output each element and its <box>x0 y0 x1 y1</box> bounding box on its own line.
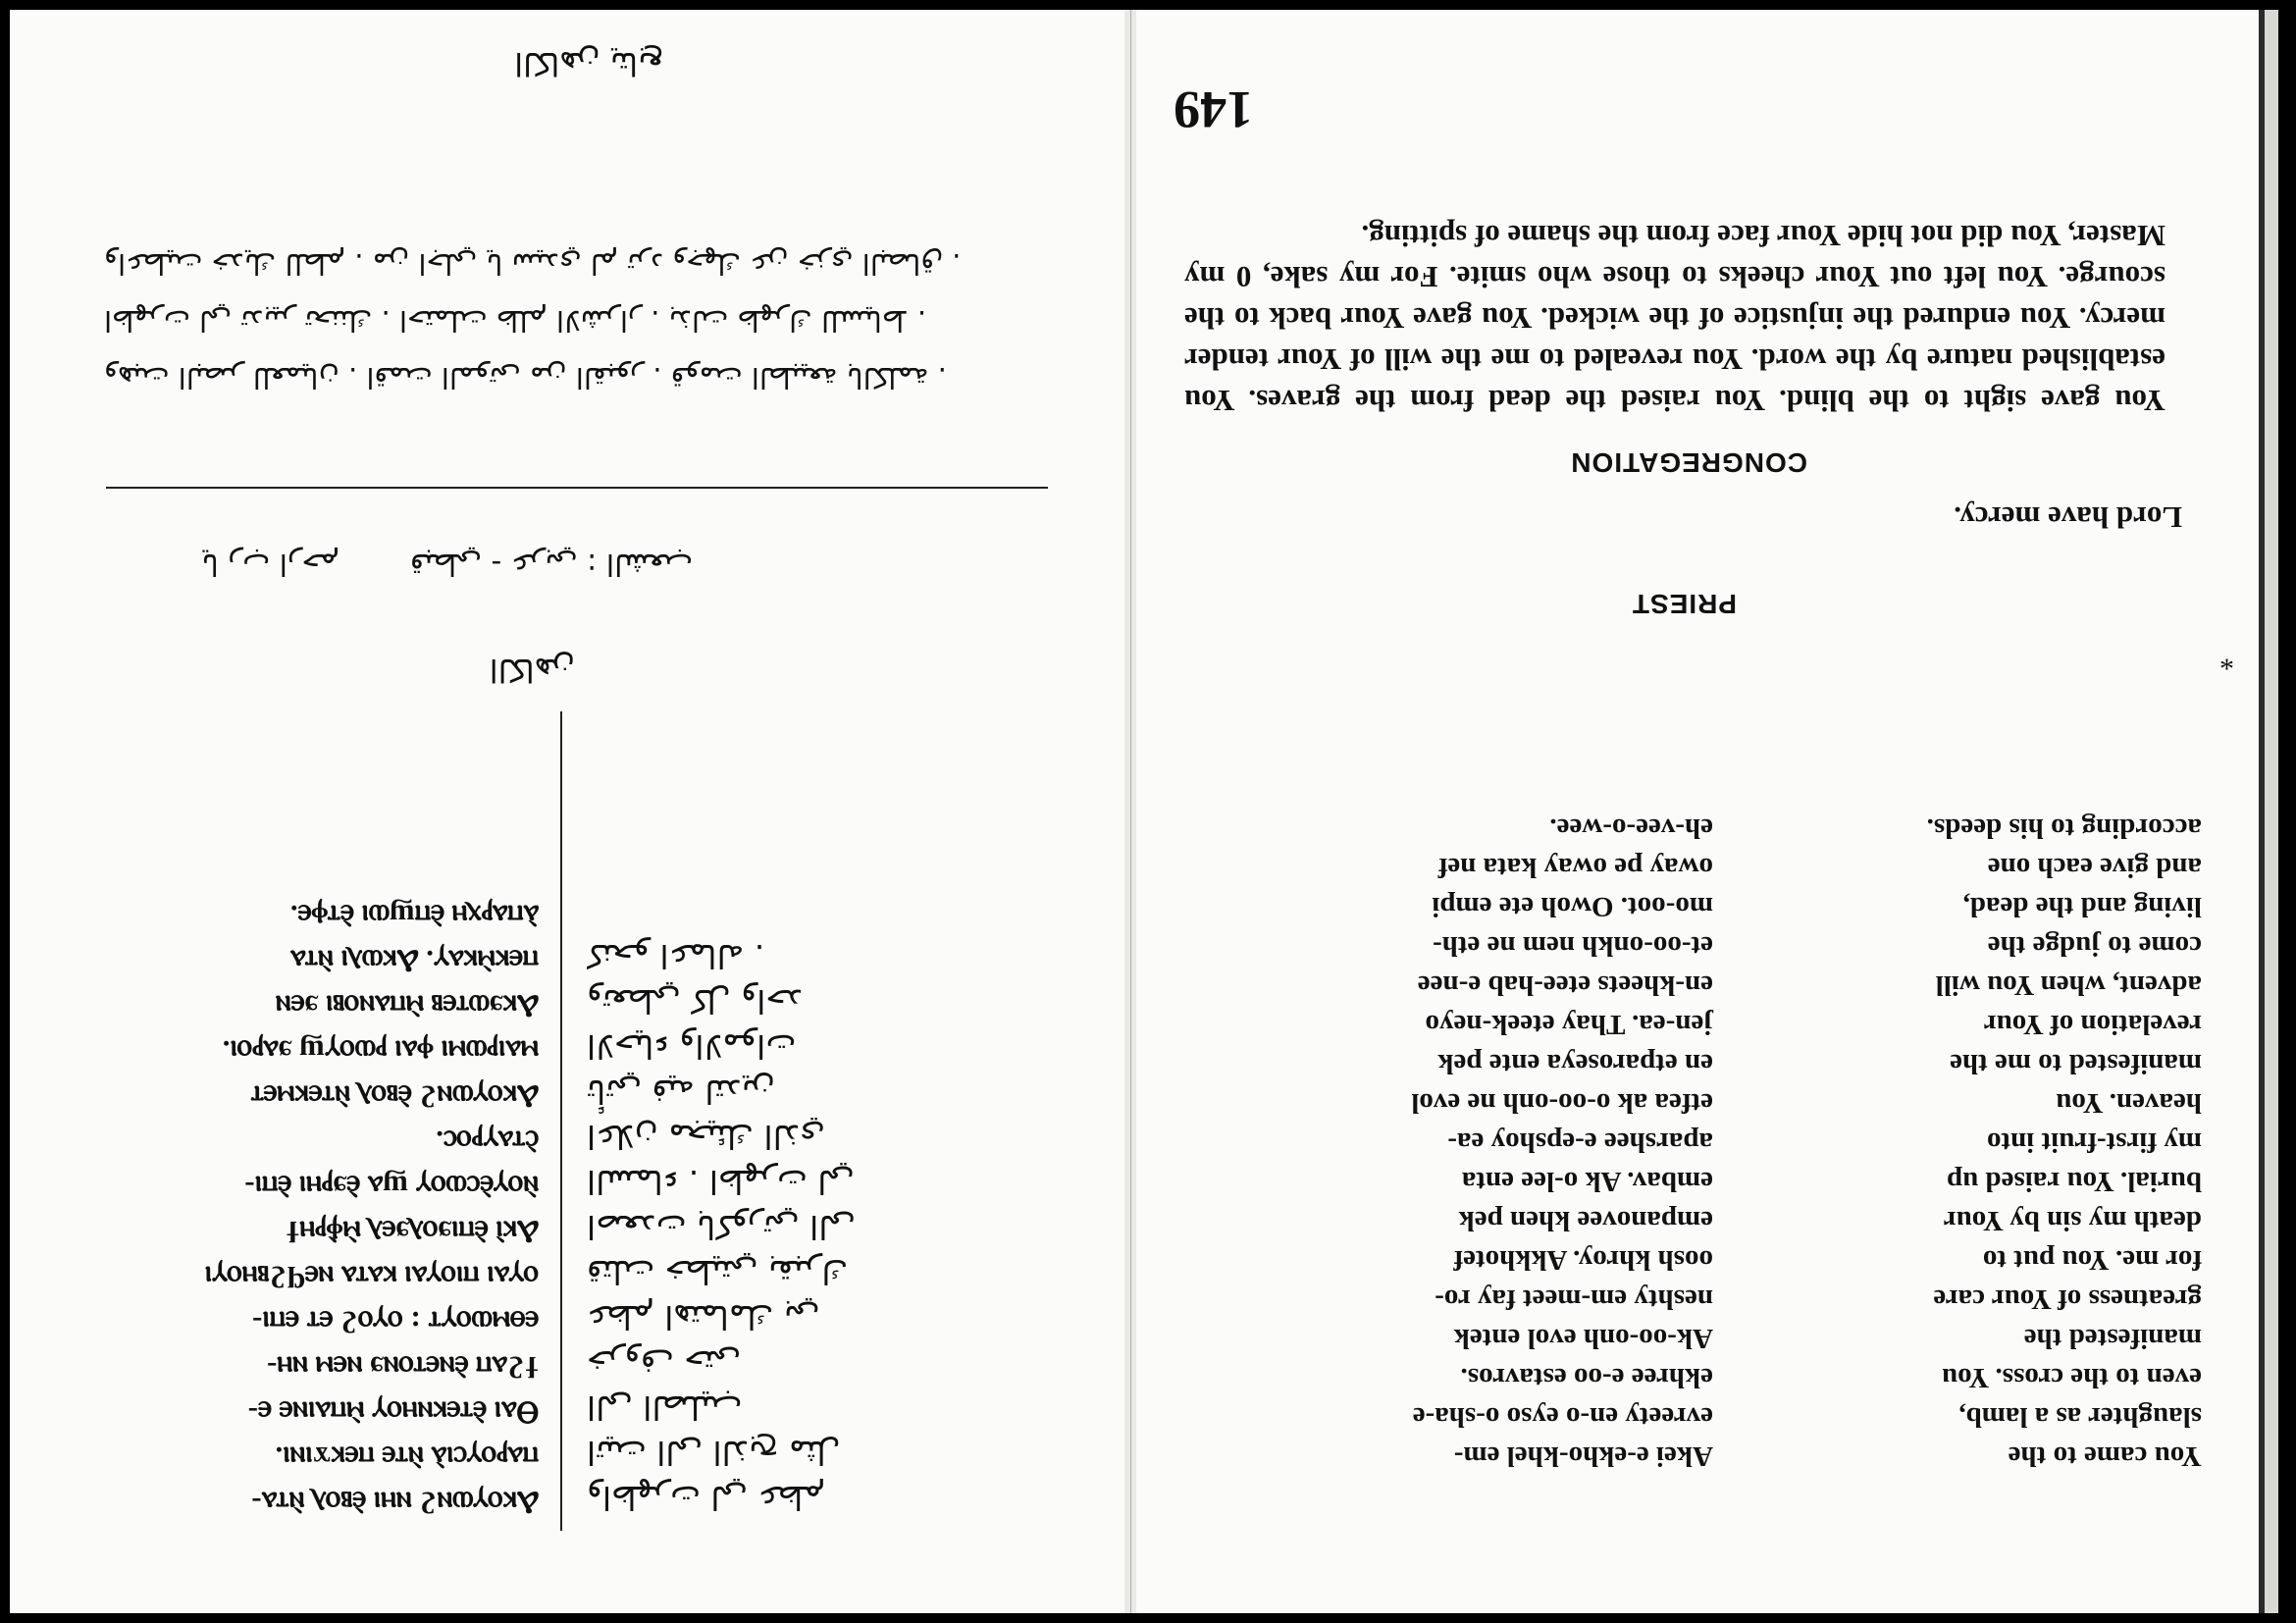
coptic-line: Ⲁⲕⲟⲩⲱⲛϩ ⲛⲏⲓ ⲉ̀ⲃⲟⲗ ⲛ̀ⲧⲁ- <box>251 1486 539 1520</box>
arabic-column <box>587 933 1077 1520</box>
transliteration-line: mo-oot. Owoh ete empi <box>1432 891 1713 922</box>
right-page-content <box>1136 10 2259 1613</box>
english-line: manifested the <box>2023 1323 2202 1354</box>
congregation-response: Lord have mercy. <box>1954 500 2182 535</box>
transliteration-line: aparshee e-epshoy ea- <box>1447 1126 1713 1158</box>
left-page <box>10 10 1124 1613</box>
english-line: death my sin by Your <box>1943 1205 2202 1236</box>
arabic-line: خروف حتى <box>587 1343 742 1382</box>
english-line: greatness of Your care <box>1933 1283 2202 1315</box>
transliteration-line: en etparoseya ente pek <box>1437 1048 1713 1079</box>
coptic-column <box>38 893 539 1525</box>
coptic-line: Ⲁⲕϧⲱⲧⲉⲃ ⲙ̀ⲡⲁⲛⲟⲃⲓ ϧⲉⲛ <box>275 989 539 1023</box>
coptic-line: ⲡⲁⲣⲟⲩⲥⲓⲁ̀ ⲛ̀ⲧⲉ ⲡⲉⲕϫⲓⲛⲓ. <box>275 1440 539 1475</box>
arabic-paragraph-line: وهبت البصر للعميان . اقمت الموتى من القبور . قومت الطبيعة بالكلمة . <box>104 361 947 394</box>
transliteration-line: evreety en-o eyso o-sha-e <box>1412 1401 1713 1433</box>
english-line: You came to the <box>2008 1440 2202 1472</box>
coptic-line: ⲁ̀ⲡⲁⲣⲭⲏ ⲉ̀ⲡϣⲱⲓ ⲉ̀ⲧⲫⲉ. <box>289 899 539 933</box>
arabic-line: اعلان مجيئك الذي <box>587 1118 825 1156</box>
arabic-congregation-label: قبطي - عربي : الشعب <box>409 547 693 581</box>
arabic-priest-heading: الكاهن <box>489 652 575 689</box>
arabic-line: وتعطي كل واحد <box>587 982 804 1021</box>
arabic-line: الاحياء والاموات <box>587 1027 797 1066</box>
transliteration-line: Akei e-ekho-khel em- <box>1453 1440 1713 1472</box>
english-line: revelation of Your <box>1983 1009 2202 1040</box>
transliteration-line: neshty em-meet fay ro- <box>1435 1283 1713 1315</box>
transliteration-column <box>1242 809 1713 1476</box>
english-line: manifested to me the <box>1950 1048 2202 1079</box>
left-page-content <box>10 10 1124 1613</box>
coptic-line: ⲛ̀ⲟⲩⲉ̀ⲥⲱⲟⲩ ϣⲁ ⲉ̀ϧⲣⲏⲓ ⲉ̀ⲡⲓ- <box>244 1170 539 1204</box>
priest-heading: PRIEST <box>1631 589 1737 619</box>
transliteration-line: oosh khroy. Akkhotef <box>1453 1244 1713 1276</box>
column-divider <box>560 711 562 1531</box>
coptic-line: ϯϩⲁⲡ ⲉ̀ⲛⲉⲧⲟⲛϧ ⲛⲉⲙ ⲛⲏ- <box>267 1350 539 1385</box>
arabic-line: واظهرت لي عظم <box>587 1479 826 1517</box>
transliteration-line: oway pe oway kata nef <box>1437 852 1713 883</box>
arabic-line: تأتي فيه لتدين <box>587 1073 775 1111</box>
english-line: even to the cross. You <box>1941 1362 2202 1393</box>
arabic-line: قتلت خطيتي بقبرك <box>587 1253 849 1291</box>
transliteration-line: en-kheets etee-hab e-nee <box>1417 969 1713 1001</box>
english-line: advent, when You will <box>1935 969 2202 1001</box>
transliteration-line: et-oo-onkh nem ne eth- <box>1433 930 1713 962</box>
arabic-bottom-line: الكاهن يتابع <box>514 45 663 82</box>
coptic-line: Ⲁⲕⲟⲩⲱⲛϩ ⲉ̀ⲃⲟⲗ ⲛ̀ⲧⲉⲕⲙⲉⲧ <box>250 1079 539 1114</box>
prayer-paragraph: You gave sight to the blind. You raised the dead from the graves. You established nature by the word. You revealed to me the will of Your tender mercy. You endured the injustice of the wicked. You gave Your back to the scourge. You left out Your cheeks to those who smite. For my sake, 0 my Master, You did not hide Your face from the shame of spitting. <box>1184 219 2166 418</box>
english-line: slaughter as a lamb, <box>1958 1401 2202 1433</box>
right-page <box>1136 10 2259 1613</box>
transliteration-line: empanovee khen pek <box>1458 1205 1713 1236</box>
coptic-line: ⲡⲉⲕⲙ̀ⲕⲁⲩ. Ⲁⲕⲱⲗⲓ ⲛ̀ⲧⲁ <box>290 944 539 978</box>
transliteration-line: embav. Ak o-lee enta <box>1461 1166 1713 1197</box>
arabic-paragraph-line: واعطيت خديك للطم . من اجلي يا سيدي لم ترد وجهك عن خزي البصاق . <box>104 247 962 281</box>
arabic-line: الى الصليب <box>587 1388 743 1427</box>
transliteration-line: etfea ak o-oo-onh ne evol <box>1411 1087 1713 1119</box>
arabic-response: يا رب ارحم <box>201 547 339 581</box>
english-line: come to judge the <box>1987 930 2202 962</box>
english-line: for me. You put to <box>1982 1244 2202 1276</box>
coptic-line: Ⲁⲕⲓ̀ ⲉ̀ⲡⲓϧⲟⲗϧⲉⲗ ⲙ̀ⲫ̀ⲣⲏϯ <box>286 1215 539 1249</box>
arabic-line: اتيت الى الذبح مثل <box>587 1434 841 1472</box>
horizontal-rule <box>106 487 1048 489</box>
transliteration-line: jen-ea. Thay eteek-neyo <box>1425 1009 1713 1040</box>
coptic-line: ⲙⲁⲓⲣⲱⲙⲓ ⲫⲁⲓ ⲣⲱⲟⲩϣ ϧⲁⲣⲟⲓ. <box>222 1034 539 1069</box>
arabic-line: السماء . اظهرت لي <box>587 1163 855 1201</box>
arabic-line: اصعدت باكورتي الى <box>587 1208 856 1246</box>
book-spine <box>1130 10 1131 1613</box>
margin-asterisk: * <box>2219 644 2234 676</box>
english-line: according to his deeds. <box>1926 812 2202 844</box>
arabic-line: عظم اهتمامك بي <box>587 1298 820 1336</box>
english-line: burial. You raised up <box>1947 1166 2202 1197</box>
coptic-line: ⲉⲑⲙⲱⲟⲩⲧ : ⲟⲩⲟϩ ⲉⲧ ⲉⲡⲓ- <box>252 1305 539 1339</box>
transliteration-line: eh-vee-o-wee. <box>1549 812 1713 844</box>
coptic-line: ⲟⲩⲁⲓ ⲡⲓⲟⲩⲁⲓ ⲕⲁⲧⲁ ⲛⲉϥϩⲃⲏⲟⲩⲓ <box>204 1260 539 1294</box>
english-line: living and the dead, <box>1962 891 2202 922</box>
english-line: and give each one <box>1987 852 2202 883</box>
transliteration-line: Ak-oo-onh evol entek <box>1453 1323 1713 1354</box>
arabic-line: كنحو اعماله . <box>587 937 765 975</box>
coptic-line: Ⲑⲁⲓ ⲉ̀ⲧⲉⲕⲛⲏⲟⲩ ⲙ̀ⲡⲁⲓⲛⲉ ⲉ- <box>247 1395 539 1430</box>
arabic-paragraph <box>104 236 1036 406</box>
transliteration-line: ekhree e-oo estavros. <box>1460 1362 1713 1393</box>
english-line: heaven. You <box>2056 1087 2202 1119</box>
congregation-heading: CONGREGATION <box>1570 447 1807 478</box>
coptic-line: ⲥ̀ⲧⲁⲩⲣⲟⲥ. <box>436 1125 539 1159</box>
arabic-paragraph-line: اظهرت لي تدبير تحننك . احتملت ظلم الاشرار . بذلت ظهرك للسياط . <box>104 304 927 338</box>
page-number: 149 <box>1174 80 1253 139</box>
page-edge-gap <box>2265 10 2278 1613</box>
english-column <box>1770 809 2202 1476</box>
english-line: my first-fruit into <box>1986 1126 2202 1158</box>
